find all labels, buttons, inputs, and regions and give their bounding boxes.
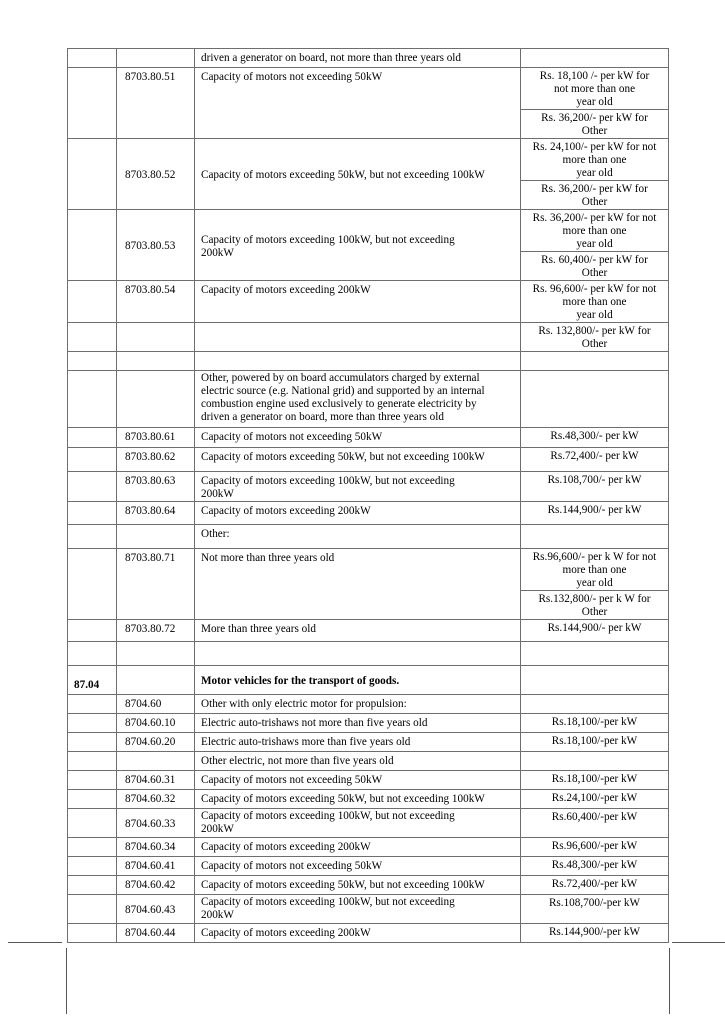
code-cell: 8704.60.20 — [117, 733, 195, 752]
code-cell: 8703.80.53 — [117, 210, 195, 281]
code-cell: 8704.60.10 — [117, 714, 195, 733]
code-cell: 8704.60.42 — [117, 876, 195, 895]
description-cell: Capacity of motors exceeding 200kW — [195, 924, 521, 943]
table-row — [68, 752, 669, 771]
description-cell: driven a generator on board, not more than three years old — [195, 49, 521, 68]
table-row — [68, 472, 669, 502]
rate-cell: Rs.96,600/- per k W for not more than one year old — [521, 549, 669, 591]
code-cell: 8703.80.62 — [117, 448, 195, 472]
table-row — [68, 139, 669, 181]
code-cell: 8704.60 — [117, 695, 195, 714]
code-cell — [117, 752, 195, 771]
rate-cell: Rs. 18,100 /- per kW for not more than one year old — [521, 68, 669, 110]
rate-cell: Rs.60,400/-per kW — [521, 809, 669, 838]
table-row — [68, 642, 669, 666]
code-cell: 8703.80.72 — [117, 620, 195, 642]
code-cell: 8704.60.31 — [117, 771, 195, 790]
table-row — [68, 714, 669, 733]
description-cell: Other electric, not more than five years old — [195, 752, 521, 771]
code-cell: 8703.80.71 — [117, 549, 195, 620]
margin-line-left — [66, 948, 67, 1014]
table-row — [68, 876, 669, 895]
rate-cell — [521, 695, 669, 714]
description-cell: Capacity of motors not exceeding 50kW — [195, 857, 521, 876]
table-row — [68, 809, 669, 838]
description-cell: Capacity of motors exceeding 50kW, but not exceeding 100kW — [195, 448, 521, 472]
description-cell: Capacity of motors not exceeding 50kW — [195, 68, 521, 139]
description-cell: Electric auto-trishaws more than five years old — [195, 733, 521, 752]
description-cell: Not more than three years old — [195, 549, 521, 620]
description-cell: Capacity of motors exceeding 100kW, but not exceeding 200kW — [195, 895, 521, 924]
table-row — [68, 790, 669, 809]
description-cell: Capacity of motors exceeding 100kW, but not exceeding 200kW — [195, 472, 521, 502]
table-row — [68, 323, 669, 352]
table-row — [68, 371, 669, 428]
description-cell: Capacity of motors exceeding 100kW, but not exceeding 200kW — [195, 210, 521, 281]
rate-cell: Rs. 36,200/- per kW for Other — [521, 110, 669, 139]
description-cell: Capacity of motors not exceeding 50kW — [195, 771, 521, 790]
rate-cell: Rs. 96,600/- per kW for not more than one year old — [521, 281, 669, 323]
table-row — [68, 428, 669, 448]
rate-cell: Rs.48,300/-per kW — [521, 857, 669, 876]
table-row — [68, 895, 669, 924]
rate-cell: Rs.72,400/- per kW — [521, 448, 669, 472]
rate-cell — [521, 752, 669, 771]
margin-line-right — [669, 948, 670, 1014]
footer-rule-left — [8, 942, 62, 943]
code-cell: 8704.60.44 — [117, 924, 195, 943]
rate-cell: Rs.18,100/-per kW — [521, 733, 669, 752]
table-row — [68, 281, 669, 323]
rate-cell: Rs.24,100/-per kW — [521, 790, 669, 809]
table-row — [68, 733, 669, 752]
code-cell: 8704.60.41 — [117, 857, 195, 876]
code-cell: 8703.80.63 — [117, 472, 195, 502]
heading-number: 87.04 — [68, 666, 117, 695]
rate-cell: Rs. 36,200/- per kW for Other — [521, 181, 669, 210]
heading-cell — [68, 49, 117, 68]
table-row — [68, 924, 669, 943]
rate-cell: Rs.144,900/- per kW — [521, 620, 669, 642]
table-row — [68, 525, 669, 549]
description-cell: Capacity of motors exceeding 50kW, but not exceeding 100kW — [195, 876, 521, 895]
table-row — [68, 620, 669, 642]
code-cell: 8704.60.33 — [117, 809, 195, 838]
tariff-table — [67, 48, 669, 943]
code-cell: 8704.60.32 — [117, 790, 195, 809]
rate-cell: Rs. 36,200/- per kW for not more than one year old — [521, 210, 669, 252]
code-cell: 8703.80.64 — [117, 502, 195, 525]
rate-cell: Rs.48,300/- per kW — [521, 428, 669, 448]
rate-cell: Rs. 60,400/- per kW for Other — [521, 252, 669, 281]
code-cell: 8703.80.51 — [117, 68, 195, 139]
description-cell: Capacity of motors exceeding 50kW, but not exceeding 100kW — [195, 139, 521, 210]
table-row — [68, 838, 669, 857]
heading-description: Motor vehicles for the transport of goods. — [195, 666, 521, 695]
rate-cell: Rs.144,900/- per kW — [521, 502, 669, 525]
code-cell: 8703.80.54 — [117, 281, 195, 323]
description-cell: Electric auto-trishaws not more than five years old — [195, 714, 521, 733]
rate-cell: Rs.96,600/-per kW — [521, 838, 669, 857]
table-row — [68, 695, 669, 714]
table-row — [68, 68, 669, 110]
description-cell: More than three years old — [195, 620, 521, 642]
table-row — [68, 502, 669, 525]
description-cell: Capacity of motors exceeding 50kW, but not exceeding 100kW — [195, 790, 521, 809]
description-cell: Capacity of motors not exceeding 50kW — [195, 428, 521, 448]
rate-cell: Rs.108,700/- per kW — [521, 472, 669, 502]
description-cell: Other: — [195, 525, 521, 549]
table-row — [68, 210, 669, 252]
table-row — [68, 352, 669, 371]
rate-cell: Rs.108,700/-per kW — [521, 895, 669, 924]
rate-cell — [521, 49, 669, 68]
code-cell — [117, 49, 195, 68]
table-row — [68, 49, 669, 68]
table-row — [68, 549, 669, 591]
rate-cell: Rs.18,100/-per kW — [521, 771, 669, 790]
description-cell: Capacity of motors exceeding 200kW — [195, 502, 521, 525]
code-cell: 8704.60.43 — [117, 895, 195, 924]
code-cell: 8704.60.34 — [117, 838, 195, 857]
description-cell: Capacity of motors exceeding 200kW — [195, 838, 521, 857]
rate-cell: Rs.72,400/-per kW — [521, 876, 669, 895]
rate-cell: Rs.132,800/- per k W for Other — [521, 591, 669, 620]
rate-cell: Rs. 24,100/- per kW for not more than one year old — [521, 139, 669, 181]
rate-cell: Rs.18,100/-per kW — [521, 714, 669, 733]
description-cell: Capacity of motors exceeding 100kW, but not exceeding 200kW — [195, 809, 521, 838]
description-cell: Other, powered by on board accumulators charged by external electric source (e.g. National grid) and supported by an internal combustion engine used exclusively to generate electricity by driven a generator on board, more than three years old — [195, 371, 521, 428]
description-cell: Capacity of motors exceeding 200kW — [195, 281, 521, 323]
table-row — [68, 448, 669, 472]
table-row — [68, 771, 669, 790]
table-row — [68, 857, 669, 876]
rate-cell: Rs.144,900/-per kW — [521, 924, 669, 943]
code-cell: 8703.80.61 — [117, 428, 195, 448]
footer-rule-right — [672, 942, 725, 943]
table-row — [68, 666, 669, 695]
code-cell: 8703.80.52 — [117, 139, 195, 210]
description-cell: Other with only electric motor for propulsion: — [195, 695, 521, 714]
rate-cell: Rs. 132,800/- per kW for Other — [521, 323, 669, 352]
